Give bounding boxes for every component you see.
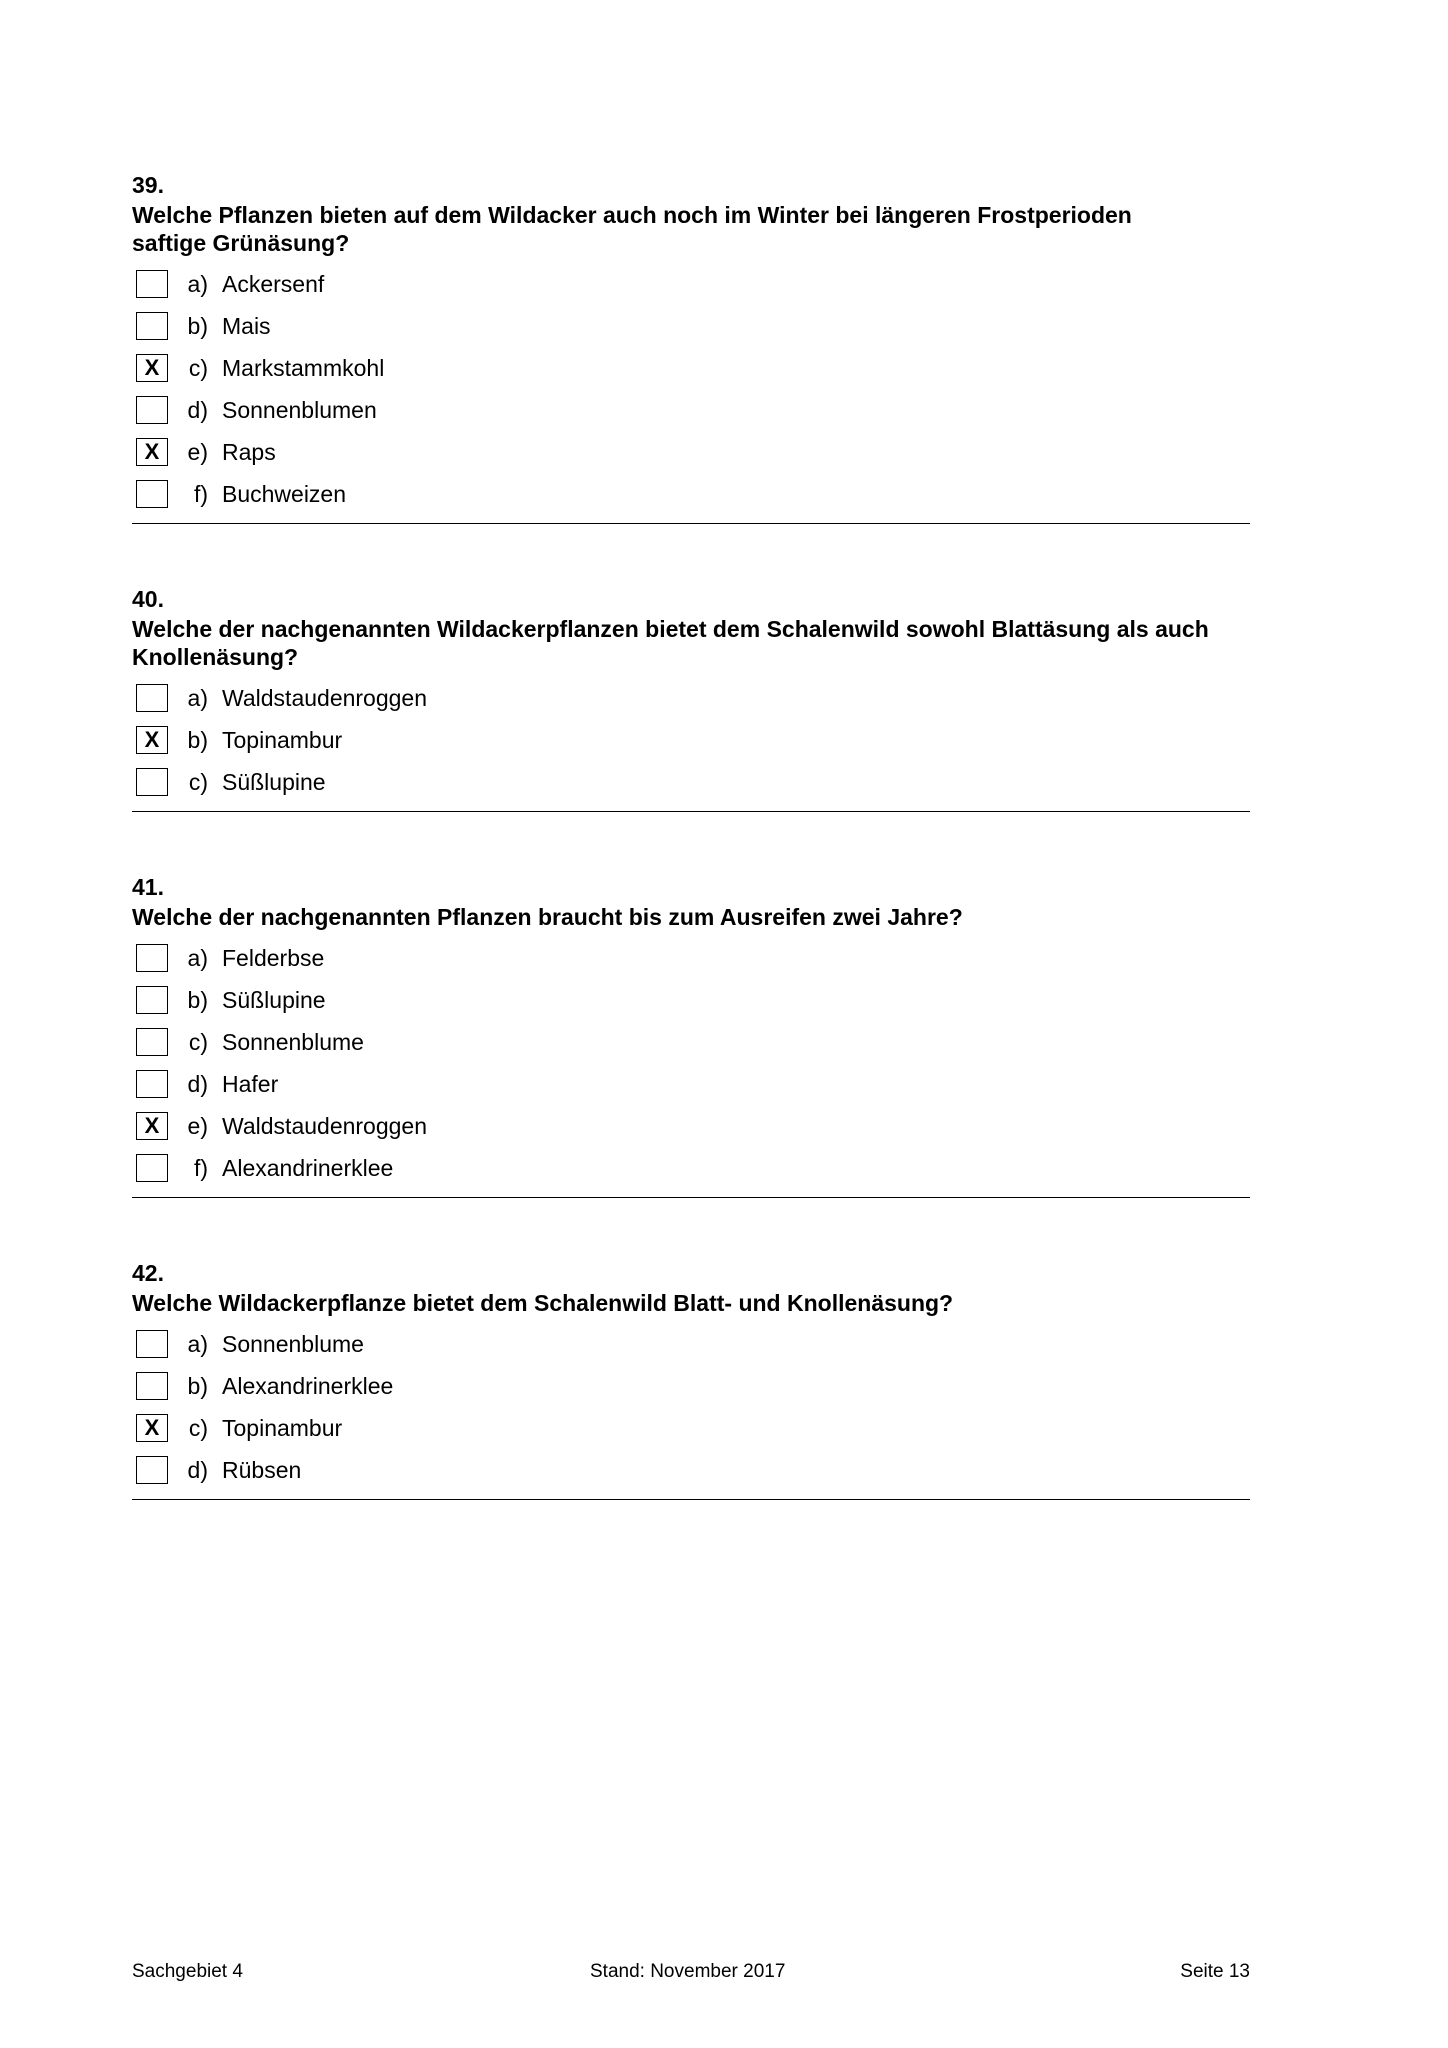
question-42 <box>132 1258 1250 1500</box>
answer-checkbox[interactable] <box>136 312 168 340</box>
answer-option <box>132 473 1250 515</box>
question-40 <box>132 584 1250 812</box>
answer-checkbox[interactable] <box>136 1154 168 1182</box>
answer-text: Felderbse <box>222 944 325 971</box>
answer-checkbox[interactable] <box>136 684 168 712</box>
answer-option <box>132 1105 1250 1147</box>
footer-section: Sachgebiet 4 <box>132 1961 243 1982</box>
answer-checkbox[interactable] <box>136 1372 168 1400</box>
answer-text: Alexandrinerklee <box>222 1372 394 1399</box>
answer-option <box>132 431 1250 473</box>
answer-checkbox[interactable] <box>136 768 168 796</box>
answer-checkbox[interactable]: X <box>136 438 168 466</box>
answer-checkbox[interactable] <box>136 944 168 972</box>
answer-checkbox[interactable] <box>136 1330 168 1358</box>
answer-option <box>132 1407 1250 1449</box>
answer-letter: e) <box>187 1112 208 1139</box>
question-text: Welche Wildackerpflanze bietet dem Schalenwild Blatt- und Knollenäsung? <box>132 1290 954 1316</box>
answer-option <box>132 263 1250 305</box>
answer-option <box>132 719 1250 761</box>
answer-letter: a) <box>187 944 208 971</box>
answer-checkbox[interactable]: X <box>136 1414 168 1442</box>
answer-text: Topinambur <box>222 726 343 753</box>
answer-option <box>132 347 1250 389</box>
answer-text: Raps <box>222 438 276 465</box>
answer-text: Sonnenblume <box>222 1330 364 1357</box>
answer-letter: a) <box>187 1330 208 1357</box>
question-text: Welche Pflanzen bieten auf dem Wildacker auch noch im Winter bei längeren Frostperioden saftige Grünäsung? <box>132 202 1132 256</box>
answer-text: Hafer <box>222 1070 279 1097</box>
question-number: 42. <box>132 1260 164 1286</box>
answer-option <box>132 1063 1250 1105</box>
answer-letter: b) <box>187 1372 208 1399</box>
answer-option <box>132 937 1250 979</box>
answer-letter: a) <box>187 270 208 297</box>
answer-checkbox[interactable] <box>136 480 168 508</box>
question-text: Welche der nachgenannten Wildackerpflanzen bietet dem Schalenwild sowohl Blattäsung als auch Knollenäsung? <box>132 616 1209 670</box>
footer-date: Stand: November 2017 <box>590 1961 786 1982</box>
answer-option <box>132 677 1250 719</box>
answer-text: Alexandrinerklee <box>222 1154 394 1181</box>
page-footer <box>132 1961 1250 1987</box>
answer-text: Sonnenblumen <box>222 396 377 423</box>
answer-checkbox[interactable] <box>136 396 168 424</box>
question-39 <box>132 170 1250 524</box>
question-41 <box>132 872 1250 1198</box>
answer-checkbox[interactable]: X <box>136 354 168 382</box>
answer-option <box>132 305 1250 347</box>
answer-checkbox[interactable] <box>136 1070 168 1098</box>
answer-letter: f) <box>193 480 208 507</box>
answer-option <box>132 979 1250 1021</box>
answer-option <box>132 1323 1250 1365</box>
answer-letter: e) <box>187 438 208 465</box>
answer-option <box>132 389 1250 431</box>
answer-checkbox[interactable] <box>136 986 168 1014</box>
answer-checkbox[interactable]: X <box>136 1112 168 1140</box>
answer-text: Süßlupine <box>222 986 326 1013</box>
answer-letter: b) <box>187 312 208 339</box>
answer-checkbox[interactable] <box>136 270 168 298</box>
answer-option <box>132 1365 1250 1407</box>
answer-letter: c) <box>188 354 208 381</box>
question-number: 40. <box>132 586 164 612</box>
answer-text: Waldstaudenroggen <box>222 1112 428 1139</box>
questions-container <box>132 170 1250 1560</box>
answer-checkbox[interactable] <box>136 1028 168 1056</box>
answer-letter: c) <box>188 768 208 795</box>
answer-letter: f) <box>193 1154 208 1181</box>
answer-text: Rübsen <box>222 1456 302 1483</box>
answer-option <box>132 1147 1250 1189</box>
question-text: Welche der nachgenannten Pflanzen braucht bis zum Ausreifen zwei Jahre? <box>132 904 963 930</box>
footer-page-number: Seite 13 <box>1180 1961 1250 1982</box>
answer-letter: d) <box>187 1070 208 1097</box>
answer-letter: a) <box>187 684 208 711</box>
answer-option <box>132 761 1250 803</box>
answer-text: Waldstaudenroggen <box>222 684 428 711</box>
answer-text: Buchweizen <box>222 480 347 507</box>
answer-letter: b) <box>187 726 208 753</box>
answer-letter: d) <box>187 396 208 423</box>
answer-letter: c) <box>188 1028 208 1055</box>
question-number: 41. <box>132 874 164 900</box>
answer-letter: c) <box>188 1414 208 1441</box>
answer-checkbox[interactable] <box>136 1456 168 1484</box>
answer-letter: b) <box>187 986 208 1013</box>
answer-text: Sonnenblume <box>222 1028 364 1055</box>
answer-text: Topinambur <box>222 1414 343 1441</box>
answer-option <box>132 1021 1250 1063</box>
question-number: 39. <box>132 172 164 198</box>
answer-option <box>132 1449 1250 1491</box>
answer-text: Mais <box>222 312 271 339</box>
answer-text: Ackersenf <box>222 270 325 297</box>
answer-text: Markstammkohl <box>222 354 385 381</box>
answer-checkbox[interactable]: X <box>136 726 168 754</box>
answer-letter: d) <box>187 1456 208 1483</box>
answer-text: Süßlupine <box>222 768 326 795</box>
